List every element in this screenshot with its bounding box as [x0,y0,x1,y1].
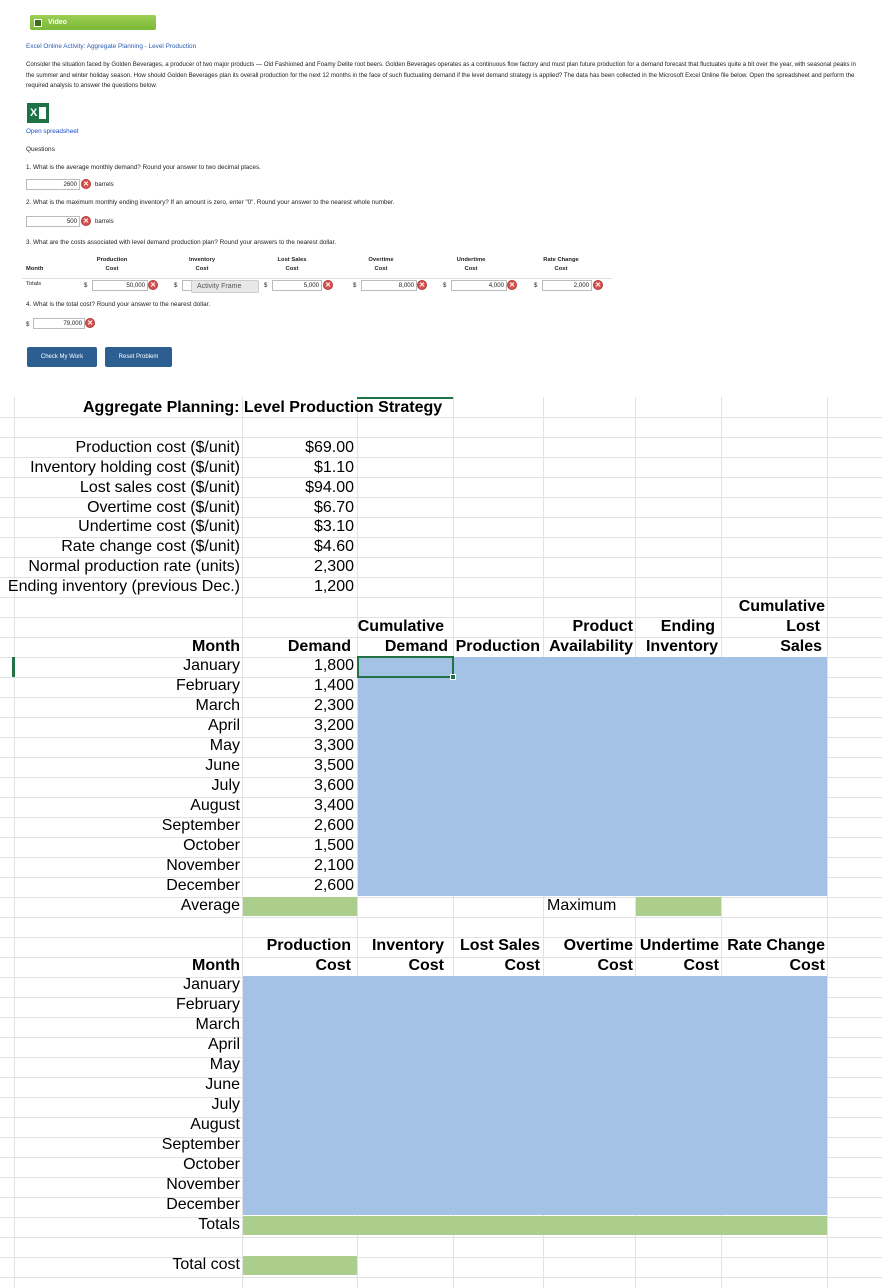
incorrect-icon: ✕ [85,318,95,328]
question-1-unit: barrels [95,181,114,188]
cost-month-label: March [195,1016,240,1033]
demand-value: 2,100 [313,857,354,874]
header-ending-1: Ending [660,618,715,635]
maximum-label: Maximum [547,897,617,914]
month-label: May [209,737,240,754]
cost-header-undertime-1: Undertime [639,937,719,954]
question-2-answer-input[interactable]: 500 [26,216,80,227]
maximum-cell[interactable] [636,897,721,916]
question-3-text: 3. What are the costs associated with level demand production plan? Round your answers to the nearest dollar. [26,239,337,246]
activity-frame-tooltip: Activity Frame [191,280,259,293]
param-label: Undertime cost ($/unit) [78,518,240,535]
incorrect-icon: ✕ [323,280,333,290]
incorrect-icon: ✕ [593,280,603,290]
param-label: Lost sales cost ($/unit) [79,479,240,496]
demand-value: 1,400 [313,677,354,694]
cost-month-label: December [166,1196,240,1213]
question-2-unit: barrels [95,218,114,225]
spreadsheet[interactable] [0,397,882,1288]
cost-month-label: September [161,1136,240,1153]
cost-month-label: April [207,1036,240,1053]
input-range-table-1[interactable] [358,657,827,896]
selected-cell[interactable] [357,656,454,678]
cost-month-label: May [209,1056,240,1073]
currency-symbol: $ [84,282,88,289]
cost-month-label: August [190,1116,240,1133]
demand-value: 1,800 [313,657,354,674]
totals-row-cells[interactable] [243,1216,827,1235]
cost-header-inventory-1: Inventory [371,937,444,954]
reset-problem-button[interactable]: Reset Problem [105,347,172,367]
param-value: $6.70 [313,499,354,516]
cost-header-production-1: Production [266,937,351,954]
cost-month-label: June [205,1076,240,1093]
q3-header-production: Production Cost [96,257,128,272]
undertime-cost-input[interactable]: 4,000 [451,280,507,291]
incorrect-icon: ✕ [507,280,517,290]
overtime-cost-input[interactable]: 8,000 [361,280,417,291]
video-label: Video [48,19,67,26]
video-button[interactable] [30,15,156,30]
demand-value: 2,600 [313,877,354,894]
currency-symbol: $ [174,282,178,289]
cost-month-label: November [166,1176,240,1193]
cost-header-lost-sales-1: Lost Sales [459,937,540,954]
cost-header-rate-change-1: Rate Change [727,937,825,954]
q3-totals-label: Totals [26,281,42,287]
month-label: September [161,817,240,834]
param-value: 1,200 [313,578,354,595]
incorrect-icon: ✕ [81,216,91,226]
cost-month-label: January [183,976,240,993]
param-label: Overtime cost ($/unit) [87,499,240,516]
production-cost-input[interactable]: 50,000 [92,280,148,291]
month-label: November [166,857,240,874]
average-label: Average [180,897,240,914]
cost-header-overtime-1: Overtime [563,937,633,954]
header-ending-2: Inventory [645,638,718,655]
month-label: February [175,677,240,694]
demand-value: 3,600 [313,777,354,794]
total-cost-cell[interactable] [243,1256,357,1275]
excel-icon[interactable]: X [27,103,49,123]
q3-header-rate-change: Rate Change Cost [543,257,579,272]
intro-text: Consider the situation faced by Golden Beverages, a producer of two major products — Old Fashioned and Foamy Delite root beers. Golden Beverages operates as a continuous flow factory and must plan future production for a demand forecast that fluctuates quite a bit over the year, with seasonal peaks in the summer and winter holiday season. How should Golden Beverages plan its overall production for the next 12 months in the face of such fluctuating demand if the level demand strategy is applied? The data has been collected in the Microsoft Excel Online file below. Open the spreadsheet and perform the required analysis to answer the questions below. [26,61,856,89]
q3-header-lost-sales: Lost Sales Cost [277,257,307,272]
incorrect-icon: ✕ [148,280,158,290]
param-label: Ending inventory (previous Dec.) [7,578,240,595]
currency-symbol: $ [264,282,268,289]
demand-value: 1,500 [313,837,354,854]
month-label: June [205,757,240,774]
sheet-title: Aggregate Planning: Level Production Strategy [83,399,443,416]
check-my-work-button[interactable]: Check My Work [27,347,97,367]
header-lost-2: Sales [780,638,822,655]
q3-header-overtime: Overtime Cost [368,257,394,272]
param-value: 2,300 [313,558,354,575]
q3-header-inventory: Inventory Cost [188,257,216,272]
q3-header-undertime: Undertime Cost [456,257,486,272]
incorrect-icon: ✕ [81,179,91,189]
activity-title: Excel Online Activity: Aggregate Planning - Level Production [26,43,197,50]
param-value: $1.10 [313,459,354,476]
input-range-table-2[interactable] [243,976,827,1215]
open-spreadsheet-link[interactable]: Open spreadsheet [26,128,79,135]
cost-header-month: Month [192,957,240,974]
month-label: March [195,697,240,714]
incorrect-icon: ✕ [417,280,427,290]
demand-value: 2,300 [313,697,354,714]
rate-change-cost-input[interactable]: 2,000 [542,280,592,291]
total-cost-input[interactable]: 79,000 [33,318,85,329]
param-label: Inventory holding cost ($/unit) [30,459,240,476]
currency-symbol: $ [26,321,30,328]
cost-header-lost-sales-2: Cost [504,957,540,974]
param-value: $4.60 [313,538,354,555]
cost-header-rate-change-2: Cost [789,957,825,974]
param-value: $3.10 [313,518,354,535]
question-1-text: 1. What is the average monthly demand? Round your answer to two decimal places. [26,164,261,171]
header-month: Month [192,638,240,655]
header-demand: Demand [287,638,351,655]
demand-value: 3,300 [313,737,354,754]
cost-month-label: February [175,996,240,1013]
q3-month-header: Month [26,266,44,272]
currency-symbol: $ [353,282,357,289]
month-label: January [183,657,240,674]
month-label: December [166,877,240,894]
param-value: $69.00 [305,439,354,456]
header-cum-demand-2: Demand [384,638,448,655]
cost-header-inventory-2: Cost [408,957,444,974]
cost-header-undertime-2: Cost [683,957,719,974]
demand-value: 3,400 [313,797,354,814]
average-cell[interactable] [243,897,357,916]
header-cum-avail-3: Availability [549,638,633,655]
param-value: $94.00 [305,479,354,496]
cost-header-production-2: Cost [315,957,351,974]
question-2-text: 2. What is the maximum monthly ending inventory? If an amount is zero, enter "0". Round your answer to the nearest whole number. [26,199,395,206]
currency-symbol: $ [534,282,538,289]
header-cum-demand-1: Cumulative [357,618,444,635]
cost-header-overtime-2: Cost [597,957,633,974]
video-icon [34,19,42,27]
param-label: Production cost ($/unit) [75,439,240,456]
cost-month-label: October [183,1156,240,1173]
total-cost-label: Total cost [172,1256,240,1273]
currency-symbol: $ [443,282,447,289]
question-4-text: 4. What is the total cost? Round your answer to the nearest dollar. [26,301,211,308]
header-lost-1: Lost [786,618,820,635]
cost-month-label: July [211,1096,240,1113]
month-label: August [190,797,240,814]
header-cum-avail-2: Product [572,618,633,635]
param-label: Rate change cost ($/unit) [61,538,240,555]
demand-value: 3,500 [313,757,354,774]
param-label: Normal production rate (units) [28,558,240,575]
lost-sales-cost-input[interactable]: 5,000 [272,280,322,291]
month-label: April [207,717,240,734]
header-production: Production [455,638,540,655]
totals-label: Totals [198,1216,240,1233]
questions-label: Questions [26,146,55,153]
header-cum-avail-1: Cumulative [738,598,825,615]
demand-value: 2,600 [313,817,354,834]
month-label: July [211,777,240,794]
demand-value: 3,200 [313,717,354,734]
month-label: October [183,837,240,854]
question-1-answer-input[interactable]: 2600 [26,179,80,190]
